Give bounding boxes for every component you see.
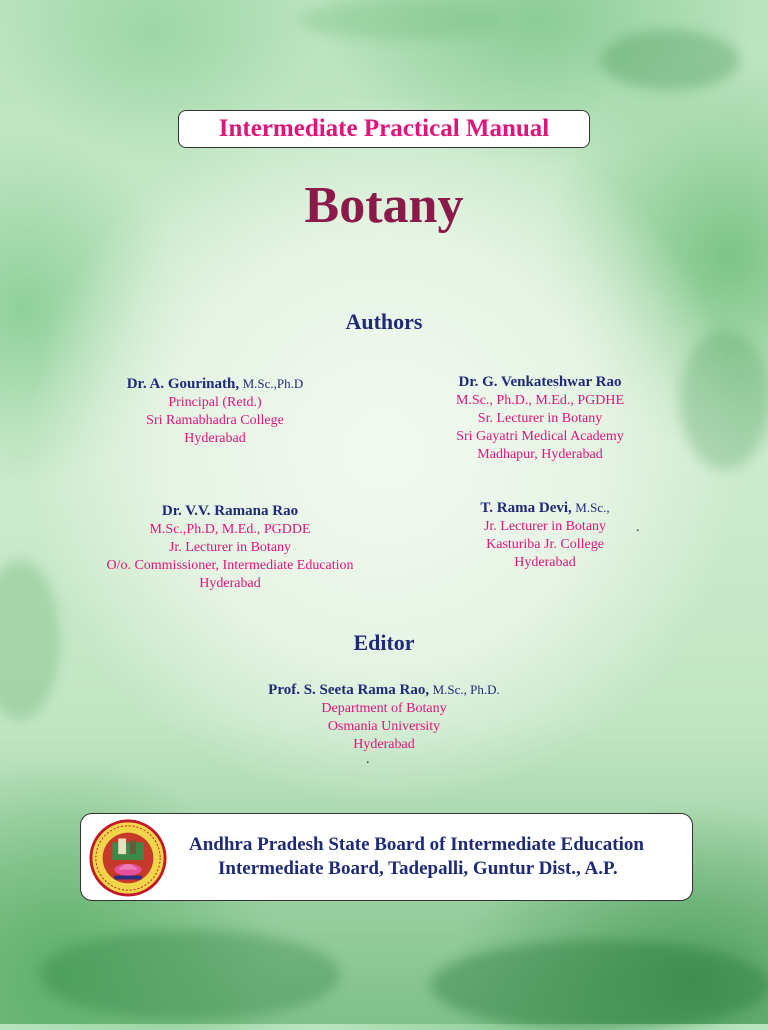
author-qualifications: M.Sc.,Ph.D xyxy=(242,376,304,391)
background-texture xyxy=(300,0,500,40)
author-card xyxy=(80,502,380,593)
author-detail: Sri Ramabhadra College xyxy=(146,413,284,428)
editor-detail: Hyderabad xyxy=(353,737,415,752)
author-detail: Kasturiba Jr. College xyxy=(486,537,604,552)
author-detail: Sri Gayatri Medical Academy xyxy=(456,429,624,444)
stray-dot: . xyxy=(636,520,640,535)
author-detail: Principal (Retd.) xyxy=(168,395,262,410)
author-name: T. Rama Devi, xyxy=(480,500,572,516)
editor-card xyxy=(218,681,550,754)
author-card xyxy=(420,373,660,464)
editor-detail: Osmania University xyxy=(327,719,441,734)
background-texture xyxy=(600,30,740,90)
author-detail: Sr. Lecturer in Botany xyxy=(477,411,603,426)
board-box xyxy=(80,813,693,901)
author-name: Dr. A. Gourinath, xyxy=(126,376,240,392)
author-detail: M.Sc., Ph.D., M.Ed., PGDHE xyxy=(455,393,624,408)
author-name: Dr. G. Venkateshwar Rao xyxy=(458,374,622,390)
author-detail: Hyderabad xyxy=(514,555,576,570)
background-texture xyxy=(40,930,340,1020)
board-emblem-seal-icon xyxy=(89,819,167,897)
board-name: Andhra Pradesh State Board of Intermediate Education xyxy=(189,834,644,855)
author-detail: O/o. Commissioner, Intermediate Education xyxy=(106,558,354,573)
author-detail: Madhapur, Hyderabad xyxy=(477,447,603,462)
author-card xyxy=(90,375,340,448)
author-detail: M.Sc.,Ph.D, M.Ed., PGDDE xyxy=(149,522,311,537)
editor-detail: Department of Botany xyxy=(321,701,447,716)
background-texture xyxy=(680,330,768,470)
stray-dot: . xyxy=(366,752,370,767)
background-texture xyxy=(430,940,768,1030)
author-detail: Hyderabad xyxy=(184,431,246,446)
author-detail: Hyderabad xyxy=(199,576,261,591)
authors-heading: Authors xyxy=(345,309,423,334)
editor-qualifications: M.Sc., Ph.D. xyxy=(432,682,500,697)
author-card xyxy=(445,499,645,572)
author-name: Dr. V.V. Ramana Rao xyxy=(161,503,299,519)
editor-name: Prof. S. Seeta Rama Rao, xyxy=(268,682,430,698)
board-address: Intermediate Board, Tadepalli, Guntur Dist., A.P. xyxy=(218,858,618,879)
page-title: Botany xyxy=(304,177,464,234)
manual-label-box xyxy=(178,110,590,148)
author-detail: Jr. Lecturer in Botany xyxy=(168,540,292,555)
editor-heading: Editor xyxy=(353,630,415,655)
author-qualifications: M.Sc., xyxy=(575,500,610,515)
manual-label: Intermediate Practical Manual xyxy=(218,115,550,142)
author-detail: Jr. Lecturer in Botany xyxy=(483,519,607,534)
